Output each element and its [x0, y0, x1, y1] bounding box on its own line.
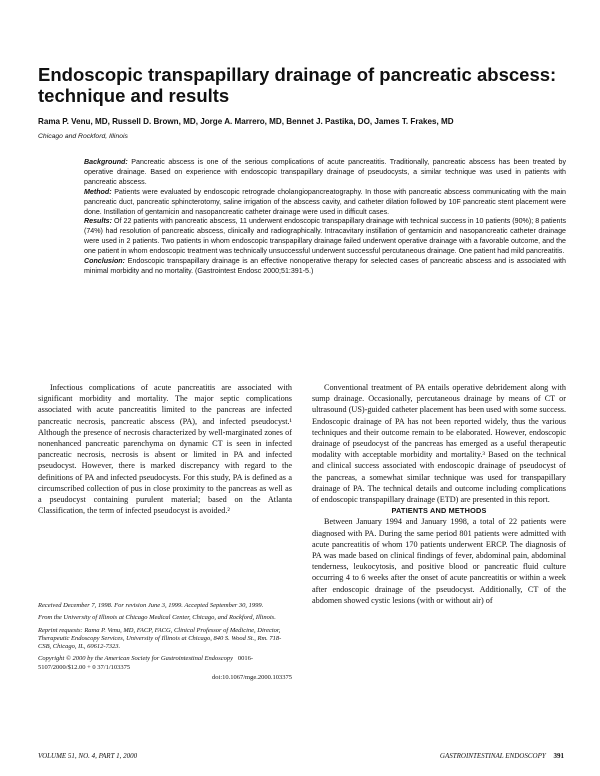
method-text: Patients were evaluated by endoscopic retrograde cholangiopancreatography. In those with pancreatic abscess communicating with the main pancreatic duct, pancreatic sphincterotomy, saline irrigation of the abscess cavity, and catheter dilation followed by 10F pancreatic stent placement were done. Instillation of gentamicin and nasopancreatic catheter drainage were used in difficult cases.: [84, 187, 566, 216]
results-text: Of 22 patients with pancreatic abscess, 11 underwent endoscopic transpapillary drainage with technical success in 10 patients (90%); 8 patients (74%) had resolution of pancreatic abscess, clinically and radiographically. Intracavitary instillation of gentamicin and nasopancreatic catheter drainage were used in 2 patients. Two patients in whom endoscopic transpapillary drainage failed underwent operative drainage with a favorable outcome, and the one patient in whom endoscopic treatment was technically unsuccessful underwent successful percutaneous drainage. One patient had mild pancreatitis.: [84, 217, 566, 256]
abstract-results: [84, 217, 566, 257]
method-label: Method:: [84, 187, 112, 196]
conclusion-text: Endoscopic transpapillary drainage is an effective nonoperative therapy for selected cases of pancreatic abscess and is associated with minimal morbidity and no mortality. (Gastrointest Endosc 2000;51:391-5.): [84, 257, 566, 275]
page-number: 391: [553, 752, 564, 760]
section-heading: PATIENTS AND METHODS: [391, 506, 487, 516]
journal-name: GASTROINTESTINAL ENDOSCOPY: [439, 752, 546, 760]
results-label: Results:: [84, 217, 112, 226]
abstract-method: [84, 188, 566, 218]
footnote-received: Received December 7, 1998. For revision June 3, 1999. Accepted September 30, 1999.: [38, 602, 264, 609]
abstract: [84, 158, 566, 277]
background-text: Pancreatic abscess is one of the serious complications of acute pancreatitis. Traditionally, pancreatic abscess has been treated by operative drainage. Based on experience with endoscopic transpapillary drainage of pseudocysts, a similar technique was used in patients with pancreatic abscess.: [84, 158, 566, 186]
abstract-background: [84, 158, 566, 188]
affiliation: Chicago and Rockford, Illinois: [38, 133, 128, 140]
footer-volume: VOLUME 51, NO. 4, PART 1, 2000: [38, 752, 138, 760]
right-column: [312, 382, 566, 606]
footer-journal: [440, 752, 564, 760]
methods-paragraph: Between January 1994 and January 1998, a total of 22 patients were diagnosed with PA. During the same period 801 patients were admitted with acute pancreatitis of whom 170 patients underwent ERCP. The diagnosis of PA was made based on clinical findings of fever, abdominal pain, abdominal tenderness, leukocytosis, and positive blood or pancreatic fluid culture occurring 4 to 6 weeks after the onset of acute pancreatitis or within a week after endoscopic drainage of the pseudocyst. Additionally, CT of the abdomen showed cystic lesions (with or without air) of: [312, 517, 566, 605]
article-title: Endoscopic transpapillary drainage of pancreatic abscess: technique and results: [38, 64, 557, 106]
background-label: Background:: [84, 158, 128, 166]
abstract-conclusion: [84, 257, 566, 277]
footnote-copyright: [38, 655, 292, 672]
treatment-paragraph: Conventional treatment of PA entails operative debridement along with sump drainage. Occasionally, percutaneous drainage by means of CT or ultrasound (US)-guided catheter placement has been used with some success. Endoscopic drainage of PA has not been reported widely, thus the various techniques and their outcome remain to be elaborated. However, endoscopic drainage of pseudocyst of the pancreas has emerged as a useful therapeutic modality with acceptable morbidity and mortality.³ Based on the technical and clinical success associated with endoscopic drainage of pseudocyst of the pancreas, a somewhat similar technique was used for transpapillary drainage of PA. The technical details and outcome including complications of endoscopic transpapillary drainage (ETD) are presented in this report.: [312, 383, 566, 505]
conclusion-label: Conclusion:: [84, 257, 125, 266]
author-list: Rama P. Venu, MD, Russell D. Brown, MD, Jorge A. Marrero, MD, Bennet J. Pastika, DO, James T. Frakes, MD: [38, 117, 454, 126]
copyright-text: Copyright © 2000 by the American Society for Gastrointestinal Endoscopy: [38, 655, 234, 663]
left-column: [38, 382, 292, 516]
footnotes: [38, 602, 292, 686]
footnote-reprint: Reprint requests: Rama P. Venu, MD, FACP, FACG, Clinical Professor of Medicine, Director, Therapeutic Endoscopy Services, University of Illinois at Chicago, 840 S. Wood St., Rm. 718-CSB, Chicago, IL, 60612-7323.: [38, 626, 282, 651]
article-code: 0016-5107/2000/$12.00 + 0 37/1/103375: [38, 655, 254, 671]
footnote-doi: doi:10.1067/mge.2000.103375: [212, 674, 292, 682]
footnote-from: From the University of Illinois at Chicago Medical Center, Chicago, and Rockford, Illinois.: [38, 614, 276, 622]
intro-paragraph: Infectious complications of acute pancreatitis are associated with significant morbidity and mortality. The major septic complications associated with acute pancreatitis limited to the pancreas are infected pancreatic necrosis, pancreatic abscess (PA), and infected pseudocyst.¹ Although the presence of necrosis characterized by well-marginated zones of nonenhanced pancreatic parenchyma on dynamic CT is seen in infected pancreatic necrosis, necrosis is absent or limited in PA and infected pseudocyst. However, there is marked discrepancy with regard to the definitions of PA and infected pseudocysts. For this study, PA is defined as a circumscribed collection of pus in close proximity to the pancreas as well as a pseudocyst containing purulent material; based on the Atlanta Classification, the term of infected pseudocyst is avoided.²: [38, 383, 292, 516]
